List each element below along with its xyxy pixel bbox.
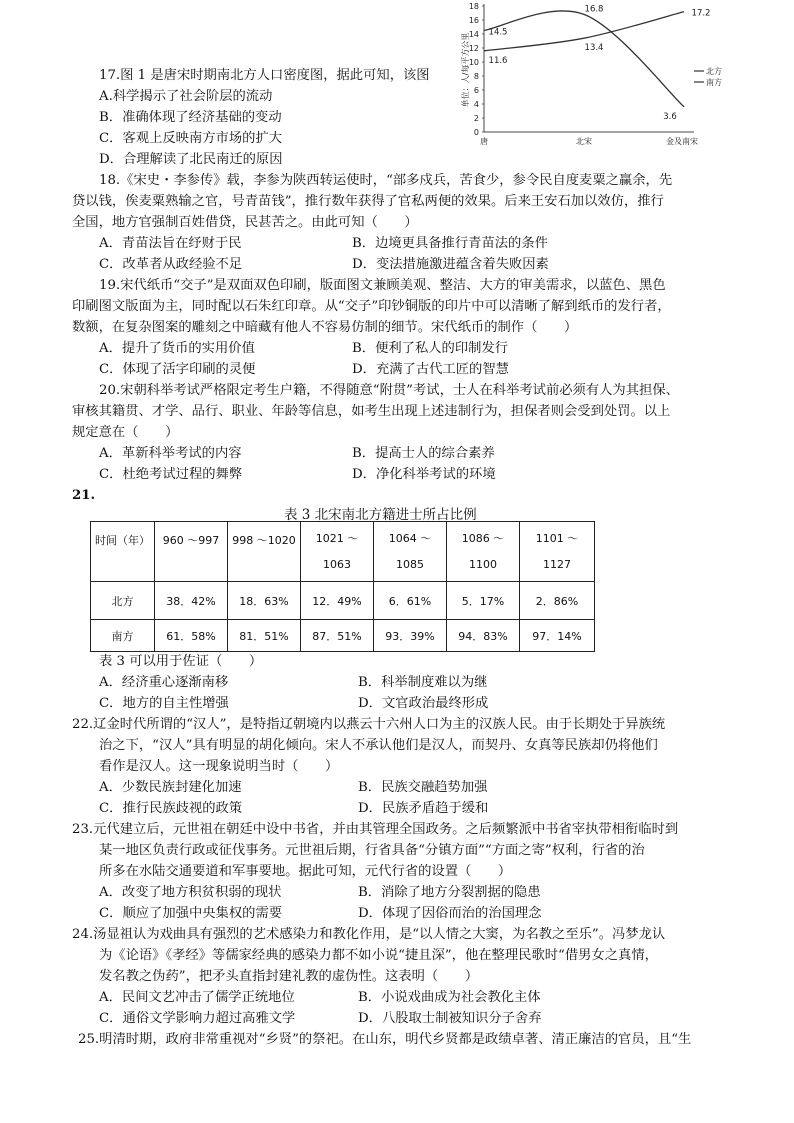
table-cell: 94．83% — [447, 620, 520, 652]
y-tick-label: 6 — [473, 86, 479, 95]
jinshi-ratio-table — [90, 521, 595, 652]
data-label: 11.6 — [488, 55, 508, 66]
table-period: 1101 ～ 1127 — [520, 522, 595, 582]
q23-option-b: B．消除了地方分裂割据的隐患 — [358, 885, 541, 900]
x-tick-label: 唐 — [480, 137, 488, 146]
q20-option-d: D．净化科举考试的环境 — [352, 467, 496, 482]
q24-option-d: D．八股取士制被知识分子舍弃 — [358, 1011, 542, 1026]
q22-line-1: 22.辽金时代所谓的“汉人”，是特指辽朝境内以燕云十六州人口为主的汉族人民。由于长期处于异族统 — [72, 717, 666, 732]
y-tick-label: 2 — [473, 114, 479, 123]
table-period: 1086 ～ 1100 — [447, 522, 520, 582]
q23-option-c: C．顺应了加强中央集权的需要 — [99, 906, 283, 921]
q22-line-2: 治之下，“汉人”具有明显的胡化倾向。宋人不承认他们是汉人，而契丹、女真等民族却仍将他们 — [99, 738, 658, 753]
q22-option-d: D．民族矛盾趋于缓和 — [358, 801, 489, 816]
data-label: 13.4 — [584, 43, 604, 54]
table-row-south — [91, 620, 595, 652]
y-tick-label: 4 — [473, 100, 479, 109]
q24-line-3: 发名教之伪药”，把矛头直指封建礼教的虚伪性。这表明（ ） — [99, 969, 479, 984]
q18-line-2: 贷以钱，俟麦粟熟输之官，号青苗钱”，推行数年获得了官私两便的效果。后来王安石加以效仿，推行 — [72, 194, 664, 209]
q18-option-d: D．变法措施激进蕴含着失败因素 — [352, 257, 549, 272]
y-tick-label: 0 — [473, 128, 479, 137]
q17-option-c: C．客观上反映南方市场的扩大 — [99, 131, 283, 146]
table-period: 1021 ～ 1063 — [301, 522, 374, 582]
table-cell: 5．17% — [447, 582, 520, 620]
q25-line-1: 25.明清时期，政府非常重视对“乡贤”的祭祀。在山东，明代乡贤都是政绩卓著、清正廉洁的官员，且“生 — [78, 1032, 692, 1047]
table-cell: 97．14% — [520, 620, 595, 652]
table-title: 表 3 北宋南北方籍进士所占比例 — [284, 507, 477, 523]
q17-option-d: D．合理解读了北民南迁的原因 — [99, 152, 283, 167]
q21-number: 21. — [72, 488, 96, 503]
q23-line-1: 23.元代建立后，元世祖在朝廷中设中书省，并由其管理全国政务。之后频繁派中书省宰执带相衔临时到 — [72, 822, 679, 837]
table-row-label: 南方 — [91, 620, 155, 652]
population-density-chart — [462, 0, 732, 148]
table-header-row — [91, 522, 595, 582]
y-tick-label: 10 — [468, 58, 479, 67]
q18-option-a: A．青苗法旨在纾财于民 — [99, 236, 242, 251]
q19-option-c: C．体现了活字印刷的灵便 — [99, 362, 256, 377]
q19-option-d: D．充满了古代工匠的智慧 — [352, 362, 509, 377]
table-cell: 38．42% — [155, 582, 228, 620]
q20-line-2: 审核其籍贯、才学、品行、职业、年龄等信息，如考生出现上述违制行为，担保者则会受到处罚。以上 — [72, 404, 671, 419]
table-head-label: 时间（年） — [91, 522, 155, 582]
q20-option-a: A．革新科举考试的内容 — [99, 446, 242, 461]
q20-option-b: B．提高士人的综合素养 — [352, 446, 495, 461]
q19-option-b: B．便利了私人的印制发行 — [352, 341, 509, 356]
table-cell: 87．51% — [301, 620, 374, 652]
q23-line-2: 某一地区负责行政或征伐事务。元世祖后期，行省具备“分镇方面”“方面之寄”权利，行省的治 — [99, 843, 645, 858]
table-cell: 12．49% — [301, 582, 374, 620]
series-north-line — [484, 11, 684, 107]
table-cell: 81．51% — [228, 620, 301, 652]
q22-line-3: 看作是汉人。这一现象说明当时（ ） — [99, 759, 339, 774]
q18-line-3: 全国，地方官强制百姓借贷，民甚苦之。由此可知（ ） — [72, 215, 418, 230]
q19-line-2: 印刷图文版面为主，同时配以石朱红印章。从“交子”印钞铜版的印片中可以清晰了解到纸币的发行者， — [72, 299, 671, 314]
q17-option-b: B．准确体现了经济基础的变动 — [99, 110, 282, 125]
q24-option-c: C．通俗文学影响力超过高雅文学 — [99, 1011, 296, 1026]
q18-option-c: C．改革者从政经验不足 — [99, 257, 243, 272]
y-tick-label: 8 — [473, 72, 479, 81]
q20-line-1: 20.宋朝科举考试严格限定考生户籍，不得随意“附贯”考试，士人在科举考试前必须有人为其担保、 — [99, 383, 679, 398]
q21-option-a: A．经济重心逐渐南移 — [99, 675, 229, 690]
x-tick-label: 北宋 — [576, 137, 592, 146]
q22-option-b: B．民族交融趋势加强 — [358, 780, 488, 795]
q17-option-a: A.科学揭示了社会阶层的流动 — [99, 89, 273, 104]
q18-option-b: B．边境更具备推行青苗法的条件 — [352, 236, 548, 251]
table-row-north — [91, 582, 595, 620]
table-period: 998 ～1020 — [228, 522, 301, 582]
table-row-label: 北方 — [91, 582, 155, 620]
table-cell: 2．86% — [520, 582, 595, 620]
data-label: 3.6 — [663, 111, 677, 122]
q22-option-a: A．少数民族封建化加速 — [99, 780, 242, 795]
data-label: 17.2 — [691, 8, 711, 19]
q21-option-d: D．文官政治最终形成 — [358, 696, 489, 711]
q24-line-1: 24.汤显祖认为戏曲具有强烈的艺术感染力和教化作用，是“以人情之大窦，为名教之至乐”。冯梦龙认 — [72, 927, 666, 942]
q24-line-2: 为《论语》《孝经》等儒家经典的感染力都不如小说“捷且深”，他在整理民歌时“借男女之真情， — [99, 948, 658, 963]
legend-south-label: 南方 — [706, 78, 722, 87]
q23-option-d: D．体现了因俗而治的治国理念 — [358, 906, 542, 921]
q21-option-b: B．科举制度难以为继 — [358, 675, 488, 690]
legend-north-label: 北方 — [706, 67, 722, 76]
q18-line-1: 18.《宋史・李参传》载，李参为陕西转运使时，“部多戍兵，苦食少，参令民自度麦粟之赢余，先 — [99, 173, 673, 188]
q23-option-a: A．改变了地方积贫积弱的现状 — [99, 885, 282, 900]
table-cell: 61．58% — [155, 620, 228, 652]
table-cell: 93．39% — [374, 620, 447, 652]
q19-line-1: 19.宋代纸币“交子”是双面双色印刷，版面图文兼顾美观、整洁、大方的审美需求，以蓝色、黑色 — [99, 278, 666, 293]
q21-stem: 表 3 可以用于佐证（ ） — [99, 654, 263, 669]
y-tick-label: 14 — [468, 30, 479, 39]
y-tick-label: 16 — [468, 16, 479, 25]
data-label: 16.8 — [584, 4, 604, 15]
data-label: 14.5 — [488, 27, 508, 38]
q20-option-c: C．杜绝考试过程的舞弊 — [99, 467, 243, 482]
q23-line-3: 所多在水陆交通要道和军事要地。据此可知，元代行省的设置（ ） — [99, 864, 512, 879]
table-cell: 6．61% — [374, 582, 447, 620]
q24-option-b: B．小说戏曲成为社会教化主体 — [358, 990, 541, 1005]
y-axis-label: 单位：人/每平方公里 — [461, 32, 470, 108]
x-tick-label: 金及南宋 — [666, 137, 698, 146]
q24-option-a: A．民间文艺冲击了儒学正统地位 — [99, 990, 295, 1005]
table-period: 1064 ～ 1085 — [374, 522, 447, 582]
q17-stem: 17.图 1 是唐宋时期南北方人口密度图，据此可知，该图 — [99, 68, 430, 83]
y-tick-label: 18 — [468, 2, 479, 11]
y-tick-label: 12 — [468, 44, 479, 53]
q19-option-a: A．提升了货币的实用价值 — [99, 341, 255, 356]
q21-option-c: C．地方的自主性增强 — [99, 696, 229, 711]
table-cell: 18．63% — [228, 582, 301, 620]
table-period: 960 ～997 — [155, 522, 228, 582]
q20-line-3: 规定意在（ ） — [72, 425, 179, 440]
q19-line-3: 数额，在复杂图案的雕刻之中暗藏有他人不容易仿制的细节。宋代纸币的制作（ ） — [72, 320, 578, 335]
q22-option-c: C．推行民族歧视的政策 — [99, 801, 243, 816]
